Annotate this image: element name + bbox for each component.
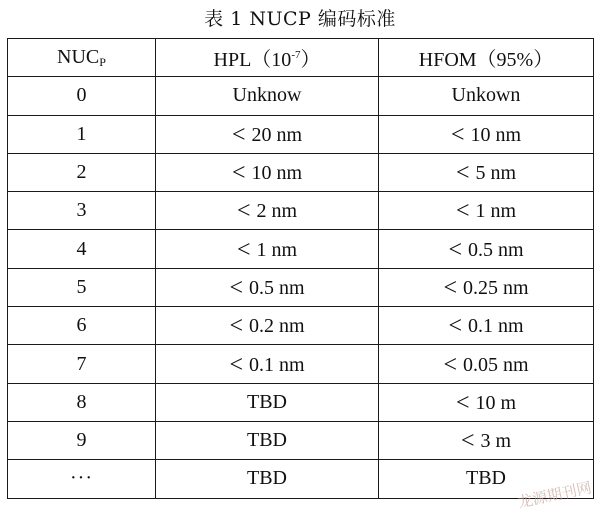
cell-hpl [156,307,379,345]
less-than-symbol: < [229,313,243,340]
cell-hfom [379,268,594,306]
hpl-value: 0.2 nm [248,315,305,338]
hpl-value: 0.5 nm [248,276,305,299]
cell-hpl [156,460,379,498]
header-hfom: HFOM（95%） [379,39,594,77]
cell-nucp: 6 [8,307,156,345]
hfom-value: 10 m [475,391,517,414]
cell-hfom [379,153,594,191]
cell-hfom [379,115,594,153]
table-body [8,77,594,498]
less-than-symbol: < [450,121,465,148]
hfom-value: 10 nm [470,123,522,146]
cell-nucp: 8 [8,383,156,421]
header-hpl [156,39,379,77]
table-row [8,307,594,345]
cell-hpl [156,421,379,459]
hpl-value: TBD [247,467,287,490]
cell-hfom [379,77,594,115]
hfom-value: TBD [466,467,506,490]
watermark: 龙源期刊网 [516,478,594,512]
less-than-symbol: < [455,160,470,187]
hpl-value: 0.1 nm [248,353,305,376]
cell-hfom [379,307,594,345]
nucp-table [7,38,594,499]
less-than-symbol: < [229,351,243,378]
table-row [8,192,594,230]
cell-hpl [156,383,379,421]
table-row [8,268,594,306]
less-than-symbol: < [448,236,462,263]
cell-nucp: 2 [8,153,156,191]
less-than-symbol: < [231,160,246,187]
less-than-symbol: < [443,274,457,301]
hpl-value: Unknow [232,84,302,107]
hpl-value: 20 nm [251,123,303,146]
cell-hpl [156,345,379,383]
less-than-symbol: < [443,351,457,378]
hpl-value: TBD [247,429,287,452]
table-row [8,421,594,459]
cell-hpl [156,77,379,115]
hpl-value: TBD [247,390,287,413]
table-caption: 表 1 NUCP 编码标准 [204,8,396,30]
table-row [8,383,594,421]
cell-hpl [156,115,379,153]
header-nucp-main: NUC [57,45,100,68]
cell-hfom [379,383,594,421]
cell-hpl [156,192,379,230]
hpl-value: 10 nm [251,162,303,185]
cell-nucp: 9 [8,421,156,459]
less-than-symbol: < [231,121,246,148]
less-than-symbol: < [236,236,251,263]
cell-hpl [156,153,379,191]
table-row [8,115,594,153]
cell-hpl [156,230,379,268]
cell-nucp: 5 [8,268,156,306]
header-hpl-sup: -7 [291,49,301,62]
hfom-value: 0.5 nm [467,238,524,261]
less-than-symbol: < [455,198,470,225]
header-nucp-sub: P [99,54,106,69]
cell-nucp: 1 [8,115,156,153]
cell-nucp: ··· [8,460,156,498]
cell-hpl [156,268,379,306]
hpl-value: 1 nm [256,238,298,261]
hfom-value: 0.25 nm [462,276,529,299]
table-row [8,153,594,191]
cell-hfom [379,192,594,230]
hfom-value: 5 nm [475,162,517,185]
hpl-value: 2 nm [256,200,298,223]
hfom-value: 0.05 nm [462,353,529,376]
cell-hfom [379,421,594,459]
table-row [8,460,594,498]
less-than-symbol: < [229,274,243,301]
hfom-value: Unkown [451,84,521,107]
hfom-value: 3 m [480,430,512,453]
table-row [8,345,594,383]
cell-nucp: 4 [8,230,156,268]
less-than-symbol: < [236,198,251,225]
hfom-value: 0.1 nm [467,315,524,338]
less-than-symbol: < [455,389,470,416]
table-row [8,230,594,268]
table-header-row [8,39,594,77]
cell-nucp: 0 [8,77,156,115]
header-nucp [8,39,156,77]
less-than-symbol: < [460,428,475,455]
hfom-value: 1 nm [475,200,517,223]
cell-nucp: 3 [8,192,156,230]
cell-hfom [379,230,594,268]
table-row [8,77,594,115]
header-hpl-main: HPL（10 [213,49,292,72]
header-hpl-end: ） [300,49,321,72]
cell-nucp: 7 [8,345,156,383]
cell-hfom [379,345,594,383]
less-than-symbol: < [448,313,462,340]
